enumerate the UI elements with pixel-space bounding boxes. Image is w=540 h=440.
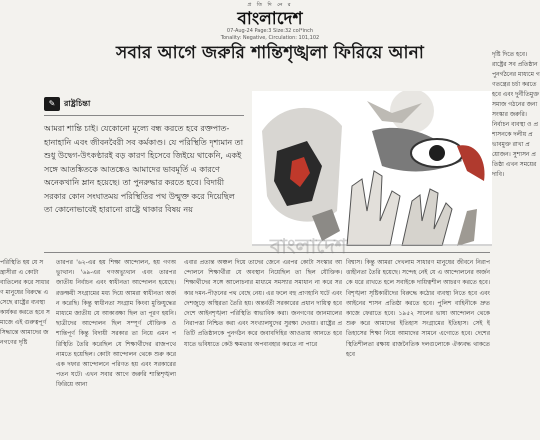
masthead bbox=[190, 2, 350, 42]
clip-meta-line-2: Tonality: Negative, Circulation: 101,102 bbox=[220, 35, 320, 41]
article-intro bbox=[44, 122, 244, 217]
section-label: রাষ্ট্রচিন্তা bbox=[64, 98, 91, 108]
article-column-3: বিশ্বাস। কিন্তু আমরা দেখলাম সাধারণ মানুষের জীবনে নিরাপত্তাহীনতা তৈরি হয়েছে। সন্দেহ নেই যে এ আন্দোলনের অর্জনকে ধরে রাখতে হলে সবাইকে দায়িত্বশীল আচরণ করতে হবে। বিশৃঙ্খলা সৃষ্টিকারীদের বিরুদ্ধে কঠোর ব্যবস্থা নিতে হবে এবং আইনের শাসন প্রতিষ্ঠা করতে হবে। পুলিশ বাহিনীকে দ্রুত কাজে ফেরাতে হবে। ১৯৫২ সালের ভাষা আন্দোলন থেকে শুরু করে আমাদের ইতিহাস সংগ্রামের ইতিহাস। সেই ইতিহাসের শিক্ষা নিয়ে আমাদের সামনে এগোতে হবে। দেশের স্থিতিশীলতা রক্ষায় রাজনৈতিক দলগুলোকে ঐক্যবদ্ধ থাকতে হবে bbox=[346, 259, 490, 358]
section-tag bbox=[44, 97, 90, 111]
masthead-tagline: প্র তি দি নে র bbox=[247, 2, 293, 8]
clip-meta-line-1: 07-Aug-24 Page:3 Size:32 col*inch bbox=[226, 28, 314, 34]
pen-icon: ✎ bbox=[44, 97, 60, 111]
eye-pupil bbox=[429, 145, 445, 161]
adjacent-article-left: পরিস্থিতি হয় যে সন্ত্রাসীরা এ কোটা বাতিলের করে সাধারণ মানুষের বিরুদ্ধে এসেছে রাষ্ট্রের ব্যবস্থা কার্যকর করতে হবে সমাজে এই গুরুত্বপূর্ণ সিদ্ধান্তে আমাদের জনগণের দৃষ্টি bbox=[0, 259, 50, 346]
section-divider bbox=[44, 115, 244, 116]
adjacent-article-right: দৃষ্টি দিতে হবে। রাষ্ট্রের সব প্রতিষ্ঠান পুনর্গঠনের মাধ্যমে গণতন্ত্রের চর্চা করতে হবে এবং দুর্নীতিমুক্ত সমাজ গঠনের জন্য সংস্কার জরুরি। নির্বাচন ব্যবস্থা ও প্রশাসনকে দলীয় প্রভাবমুক্ত রাখা প্রয়োজন। সুশাসন প্রতিষ্ঠা এখন সময়ের দাবি। bbox=[492, 51, 540, 178]
newspaper-watermark: বাংলাদেশ bbox=[270, 234, 347, 258]
article-headline: সবার আগে জরুরি শান্তিশৃঙ্খলা ফিরিয়ে আনা bbox=[116, 43, 424, 63]
article-illustration bbox=[252, 91, 492, 246]
body-divider bbox=[44, 252, 490, 253]
illustration-svg bbox=[252, 91, 492, 246]
intro-paragraph: আমরা শান্তি চাই। যেকোনো মূল্যে বন্ধ করতে হবে রক্তপাত-হানাহানি এবং জীবনবৈরী সব কর্মকাণ্ড। যে পরিস্থিতি দৃশ্যমান তা শুধু উদ্বেগ-উৎকণ্ঠারই বড় কারণ হিসেবে জিইয়ে থাকেনি, একই সঙ্গে আতঙ্কিতকে আতঙ্কেও আমাদের ভাবমূর্তি এ কারণে অনেকখানি ম্লান হয়েছে। তা পুনরুদ্ধার করতে হবে। বিদায়ী সরকার কোন সংঘাতময় পরিস্থিতির পথ উন্মুক্ত করে দিয়েছিল তা কোনোভাবেই হারানো রাষ্ট্রে থাকার বিষয় নয় bbox=[44, 124, 244, 214]
article-column-2: এবার প্রত্যন্ত অঞ্চল দিয়ে তাদের জেনে এরপর কোটা সংস্কার আন্দোলনে শিক্ষার্থীরা যে অবস্থান নিয়েছিল তা ছিল যৌক্তিক। শিক্ষার্থীদের সঙ্গে আলোচনার মাধ্যমে সমস্যার সমাধান না করে সরকার দমন-পীড়নের পথ বেছে নেয়। এর ফলে বহু প্রাণহানি ঘটে এবং দেশজুড়ে অস্থিরতা তৈরি হয়। অন্তর্বর্তী সরকারের প্রধান দায়িত্ব হবে দেশে আইনশৃঙ্খলা পরিস্থিতি স্বাভাবিক করা। জনগণের জানমালের নিরাপত্তা নিশ্চিত করা এবং সংখ্যালঘুদের সুরক্ষা দেওয়া। রাষ্ট্রের প্রতিটি প্রতিষ্ঠানকে পুনর্গঠন করে জবাবদিহির আওতায় আনতে হবে যাতে ভবিষ্যতে কেউ ক্ষমতার অপব্যবহার করতে না পারে bbox=[184, 259, 342, 348]
newspaper-logo: বাংলাদেশ bbox=[237, 9, 303, 29]
article-column-1: তারপর '৬২-এর হয় শিক্ষা আন্দোলন, হয় গণঅভ্যুত্থান। '৬৯-এর গণঅভ্যুত্থান এবং তারপর জাতীয় নির্বাচন এবং স্বাধীনতা আন্দোলন হয়েছে। রক্তক্ষয়ী সংগ্রামের মধ্য দিয়ে আমরা স্বাধীনতা অর্জন করেছি। কিন্তু স্বাধীনতা সংগ্রাম কিংবা মুক্তিযুদ্ধের মাধ্যমে জাতীয় যে আকাঙ্ক্ষা ছিল তা পূরণ হয়নি। ছাত্রীদের আন্দোলন ছিল সম্পূর্ণ যৌক্তিক ও শান্তিপূর্ণ কিন্তু বিদায়ী সরকার তা নিয়ে এমন পরিস্থিতি তৈরি করেছিল যে শিক্ষার্থীদের রাজপথে নামতে হয়েছিল। কোটা আন্দোলন থেকে শুরু করে এক দফার আন্দোলনে পরিণত হয় এবং সরকারের পতন ঘটে। এখন সবার আগে জরুরি শান্তিশৃঙ্খলা ফিরিয়ে আনা bbox=[56, 259, 176, 389]
